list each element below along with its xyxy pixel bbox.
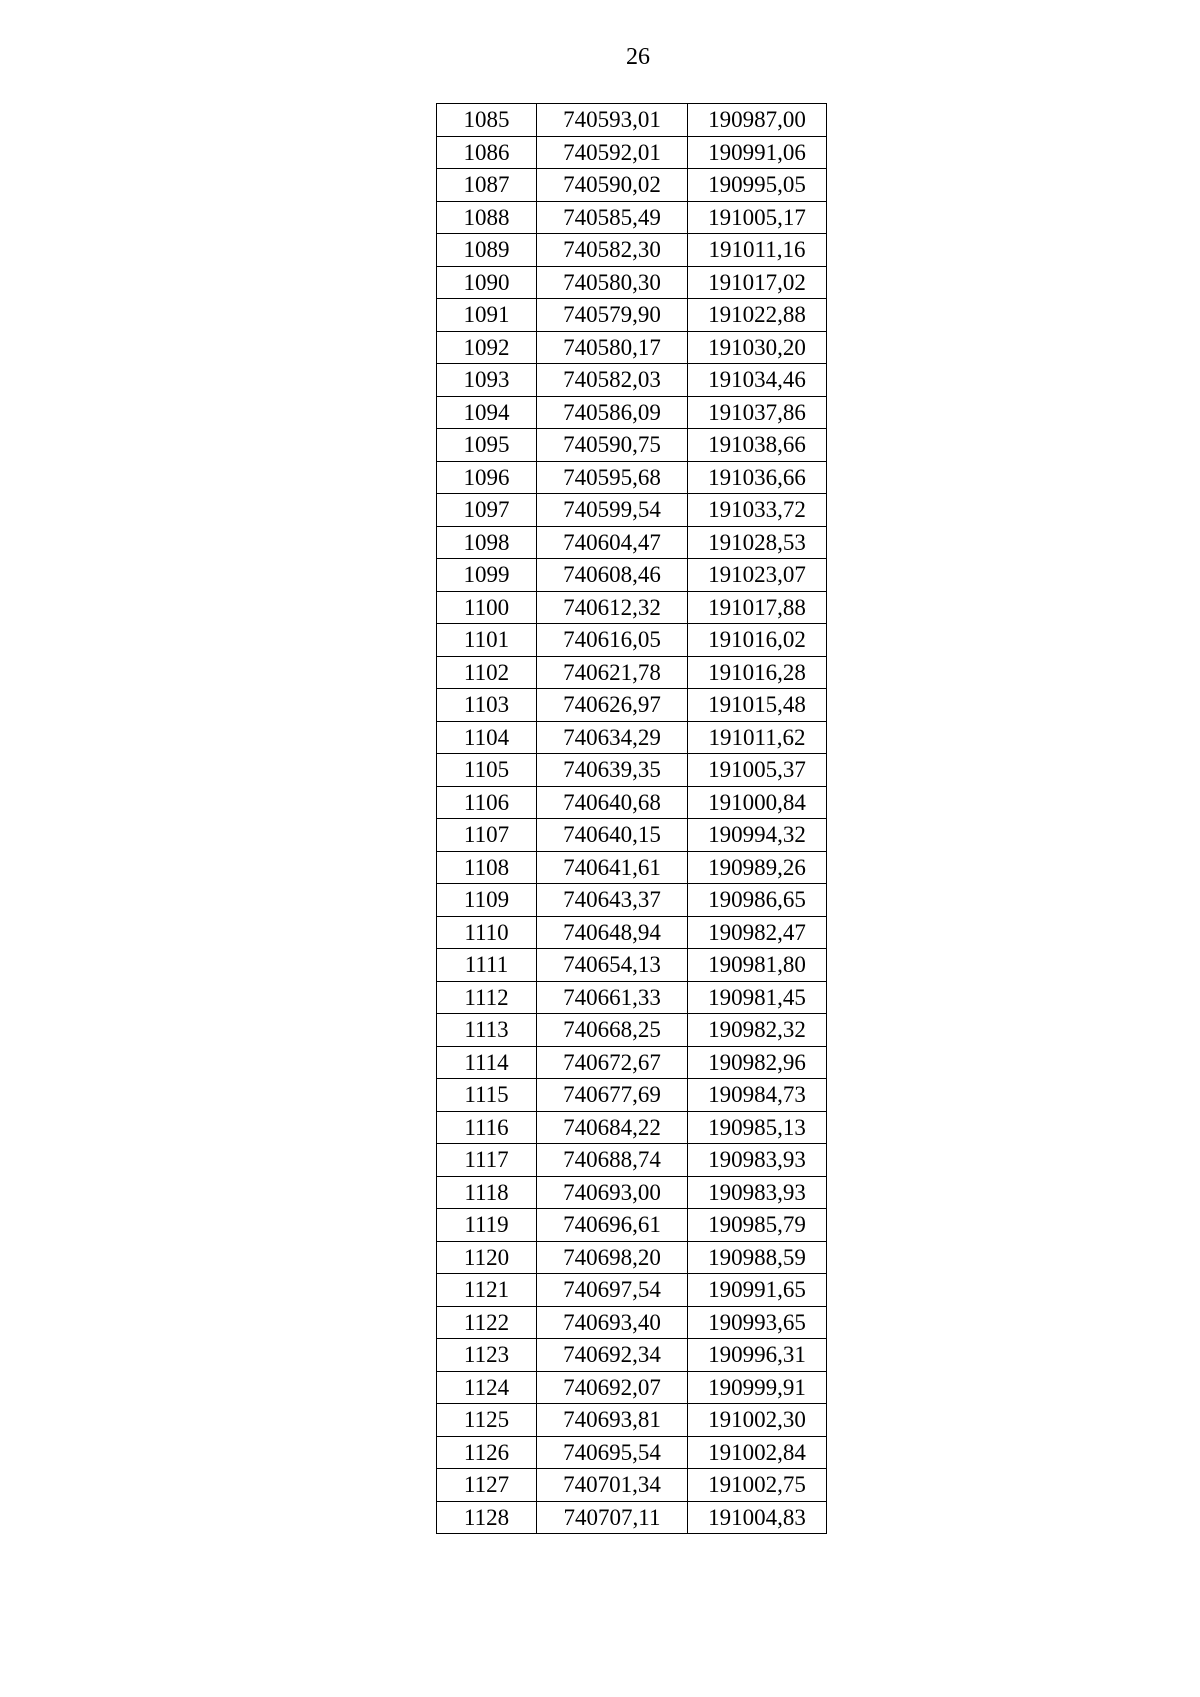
- y-coordinate-cell: 190986,65: [688, 884, 827, 917]
- x-coordinate-cell: 740688,74: [537, 1144, 688, 1177]
- x-coordinate-cell: 740579,90: [537, 299, 688, 332]
- table-row: [437, 1014, 827, 1047]
- point-number-cell: 1119: [437, 1209, 537, 1242]
- y-coordinate-cell: 190991,06: [688, 136, 827, 169]
- y-coordinate-cell: 190987,00: [688, 104, 827, 137]
- page-number: 26: [626, 44, 650, 70]
- point-number-cell: 1115: [437, 1079, 537, 1112]
- point-number-cell: 1113: [437, 1014, 537, 1047]
- point-number-cell: 1086: [437, 136, 537, 169]
- table-row: [437, 1501, 827, 1534]
- table-row: [437, 169, 827, 202]
- x-coordinate-cell: 740590,75: [537, 429, 688, 462]
- table-row: [437, 1079, 827, 1112]
- table-row: [437, 689, 827, 722]
- x-coordinate-cell: 740692,34: [537, 1339, 688, 1372]
- point-number-cell: 1092: [437, 331, 537, 364]
- table-row: [437, 786, 827, 819]
- point-number-cell: 1090: [437, 266, 537, 299]
- y-coordinate-cell: 191022,88: [688, 299, 827, 332]
- table-row: [437, 949, 827, 982]
- y-coordinate-cell: 191028,53: [688, 526, 827, 559]
- table-row: [437, 494, 827, 527]
- y-coordinate-cell: 190982,32: [688, 1014, 827, 1047]
- table-row: [437, 364, 827, 397]
- x-coordinate-cell: 740692,07: [537, 1371, 688, 1404]
- point-number-cell: 1100: [437, 591, 537, 624]
- x-coordinate-cell: 740697,54: [537, 1274, 688, 1307]
- x-coordinate-cell: 740580,17: [537, 331, 688, 364]
- y-coordinate-cell: 190982,96: [688, 1046, 827, 1079]
- table-row: [437, 1111, 827, 1144]
- point-number-cell: 1116: [437, 1111, 537, 1144]
- table-row: [437, 136, 827, 169]
- point-number-cell: 1127: [437, 1469, 537, 1502]
- x-coordinate-cell: 740707,11: [537, 1501, 688, 1534]
- y-coordinate-cell: 191030,20: [688, 331, 827, 364]
- point-number-cell: 1085: [437, 104, 537, 137]
- table-row: [437, 396, 827, 429]
- point-number-cell: 1111: [437, 949, 537, 982]
- point-number-cell: 1108: [437, 851, 537, 884]
- y-coordinate-cell: 191011,62: [688, 721, 827, 754]
- x-coordinate-cell: 740590,02: [537, 169, 688, 202]
- point-number-cell: 1101: [437, 624, 537, 657]
- y-coordinate-cell: 191017,88: [688, 591, 827, 624]
- y-coordinate-cell: 190989,26: [688, 851, 827, 884]
- table-row: [437, 331, 827, 364]
- x-coordinate-cell: 740661,33: [537, 981, 688, 1014]
- y-coordinate-cell: 191016,28: [688, 656, 827, 689]
- y-coordinate-cell: 191016,02: [688, 624, 827, 657]
- x-coordinate-cell: 740693,81: [537, 1404, 688, 1437]
- x-coordinate-cell: 740639,35: [537, 754, 688, 787]
- x-coordinate-cell: 740582,03: [537, 364, 688, 397]
- x-coordinate-cell: 740696,61: [537, 1209, 688, 1242]
- point-number-cell: 1117: [437, 1144, 537, 1177]
- point-number-cell: 1128: [437, 1501, 537, 1534]
- table-row: [437, 299, 827, 332]
- x-coordinate-cell: 740586,09: [537, 396, 688, 429]
- table-row: [437, 429, 827, 462]
- point-number-cell: 1105: [437, 754, 537, 787]
- table-row: [437, 624, 827, 657]
- x-coordinate-cell: 740621,78: [537, 656, 688, 689]
- point-number-cell: 1126: [437, 1436, 537, 1469]
- x-coordinate-cell: 740668,25: [537, 1014, 688, 1047]
- point-number-cell: 1120: [437, 1241, 537, 1274]
- x-coordinate-cell: 740698,20: [537, 1241, 688, 1274]
- table-row: [437, 559, 827, 592]
- point-number-cell: 1097: [437, 494, 537, 527]
- point-number-cell: 1093: [437, 364, 537, 397]
- x-coordinate-cell: 740626,97: [537, 689, 688, 722]
- x-coordinate-cell: 740643,37: [537, 884, 688, 917]
- y-coordinate-cell: 191017,02: [688, 266, 827, 299]
- table-row: [437, 201, 827, 234]
- y-coordinate-cell: 190982,47: [688, 916, 827, 949]
- x-coordinate-cell: 740582,30: [537, 234, 688, 267]
- table-row: [437, 1469, 827, 1502]
- x-coordinate-cell: 740693,00: [537, 1176, 688, 1209]
- y-coordinate-cell: 191037,86: [688, 396, 827, 429]
- table-row: [437, 1176, 827, 1209]
- x-coordinate-cell: 740684,22: [537, 1111, 688, 1144]
- y-coordinate-cell: 190999,91: [688, 1371, 827, 1404]
- table-row: [437, 1436, 827, 1469]
- y-coordinate-cell: 191023,07: [688, 559, 827, 592]
- table-row: [437, 981, 827, 1014]
- x-coordinate-cell: 740701,34: [537, 1469, 688, 1502]
- point-number-cell: 1125: [437, 1404, 537, 1437]
- x-coordinate-cell: 740604,47: [537, 526, 688, 559]
- point-number-cell: 1099: [437, 559, 537, 592]
- x-coordinate-cell: 740654,13: [537, 949, 688, 982]
- y-coordinate-cell: 191000,84: [688, 786, 827, 819]
- x-coordinate-cell: 740634,29: [537, 721, 688, 754]
- table-row: [437, 754, 827, 787]
- point-number-cell: 1103: [437, 689, 537, 722]
- table-row: [437, 819, 827, 852]
- point-number-cell: 1112: [437, 981, 537, 1014]
- y-coordinate-cell: 190991,65: [688, 1274, 827, 1307]
- point-number-cell: 1124: [437, 1371, 537, 1404]
- x-coordinate-cell: 740641,61: [537, 851, 688, 884]
- y-coordinate-cell: 191011,16: [688, 234, 827, 267]
- point-number-cell: 1098: [437, 526, 537, 559]
- table-row: [437, 1209, 827, 1242]
- point-number-cell: 1107: [437, 819, 537, 852]
- y-coordinate-cell: 191038,66: [688, 429, 827, 462]
- point-number-cell: 1096: [437, 461, 537, 494]
- x-coordinate-cell: 740585,49: [537, 201, 688, 234]
- table-row: [437, 1404, 827, 1437]
- y-coordinate-cell: 190996,31: [688, 1339, 827, 1372]
- table-row: [437, 1306, 827, 1339]
- y-coordinate-cell: 190993,65: [688, 1306, 827, 1339]
- x-coordinate-cell: 740595,68: [537, 461, 688, 494]
- y-coordinate-cell: 191002,84: [688, 1436, 827, 1469]
- coordinates-table: [436, 103, 827, 1534]
- table-row: [437, 266, 827, 299]
- table-row: [437, 1274, 827, 1307]
- point-number-cell: 1106: [437, 786, 537, 819]
- y-coordinate-cell: 190983,93: [688, 1176, 827, 1209]
- x-coordinate-cell: 740592,01: [537, 136, 688, 169]
- y-coordinate-cell: 191005,17: [688, 201, 827, 234]
- y-coordinate-cell: 191036,66: [688, 461, 827, 494]
- point-number-cell: 1102: [437, 656, 537, 689]
- y-coordinate-cell: 191015,48: [688, 689, 827, 722]
- table-row: [437, 1046, 827, 1079]
- x-coordinate-cell: 740616,05: [537, 624, 688, 657]
- point-number-cell: 1121: [437, 1274, 537, 1307]
- y-coordinate-cell: 190988,59: [688, 1241, 827, 1274]
- coordinates-table-body: [437, 104, 827, 1534]
- y-coordinate-cell: 191002,30: [688, 1404, 827, 1437]
- x-coordinate-cell: 740640,68: [537, 786, 688, 819]
- point-number-cell: 1088: [437, 201, 537, 234]
- x-coordinate-cell: 740693,40: [537, 1306, 688, 1339]
- table-row: [437, 656, 827, 689]
- x-coordinate-cell: 740580,30: [537, 266, 688, 299]
- table-row: [437, 461, 827, 494]
- x-coordinate-cell: 740599,54: [537, 494, 688, 527]
- x-coordinate-cell: 740593,01: [537, 104, 688, 137]
- table-row: [437, 851, 827, 884]
- x-coordinate-cell: 740695,54: [537, 1436, 688, 1469]
- point-number-cell: 1087: [437, 169, 537, 202]
- y-coordinate-cell: 191002,75: [688, 1469, 827, 1502]
- point-number-cell: 1123: [437, 1339, 537, 1372]
- point-number-cell: 1110: [437, 916, 537, 949]
- table-row: [437, 1339, 827, 1372]
- table-row: [437, 721, 827, 754]
- point-number-cell: 1109: [437, 884, 537, 917]
- table-row: [437, 1241, 827, 1274]
- y-coordinate-cell: 190994,32: [688, 819, 827, 852]
- y-coordinate-cell: 190984,73: [688, 1079, 827, 1112]
- y-coordinate-cell: 191033,72: [688, 494, 827, 527]
- x-coordinate-cell: 740608,46: [537, 559, 688, 592]
- y-coordinate-cell: 190981,80: [688, 949, 827, 982]
- table-row: [437, 1144, 827, 1177]
- x-coordinate-cell: 740677,69: [537, 1079, 688, 1112]
- table-row: [437, 234, 827, 267]
- table-row: [437, 1371, 827, 1404]
- point-number-cell: 1118: [437, 1176, 537, 1209]
- y-coordinate-cell: 190985,13: [688, 1111, 827, 1144]
- y-coordinate-cell: 190983,93: [688, 1144, 827, 1177]
- y-coordinate-cell: 191034,46: [688, 364, 827, 397]
- y-coordinate-cell: 191005,37: [688, 754, 827, 787]
- y-coordinate-cell: 191004,83: [688, 1501, 827, 1534]
- point-number-cell: 1095: [437, 429, 537, 462]
- x-coordinate-cell: 740640,15: [537, 819, 688, 852]
- table-row: [437, 884, 827, 917]
- y-coordinate-cell: 190995,05: [688, 169, 827, 202]
- point-number-cell: 1122: [437, 1306, 537, 1339]
- point-number-cell: 1091: [437, 299, 537, 332]
- point-number-cell: 1114: [437, 1046, 537, 1079]
- point-number-cell: 1089: [437, 234, 537, 267]
- x-coordinate-cell: 740672,67: [537, 1046, 688, 1079]
- point-number-cell: 1104: [437, 721, 537, 754]
- point-number-cell: 1094: [437, 396, 537, 429]
- table-row: [437, 916, 827, 949]
- x-coordinate-cell: 740648,94: [537, 916, 688, 949]
- y-coordinate-cell: 190981,45: [688, 981, 827, 1014]
- table-row: [437, 591, 827, 624]
- x-coordinate-cell: 740612,32: [537, 591, 688, 624]
- table-row: [437, 104, 827, 137]
- y-coordinate-cell: 190985,79: [688, 1209, 827, 1242]
- table-row: [437, 526, 827, 559]
